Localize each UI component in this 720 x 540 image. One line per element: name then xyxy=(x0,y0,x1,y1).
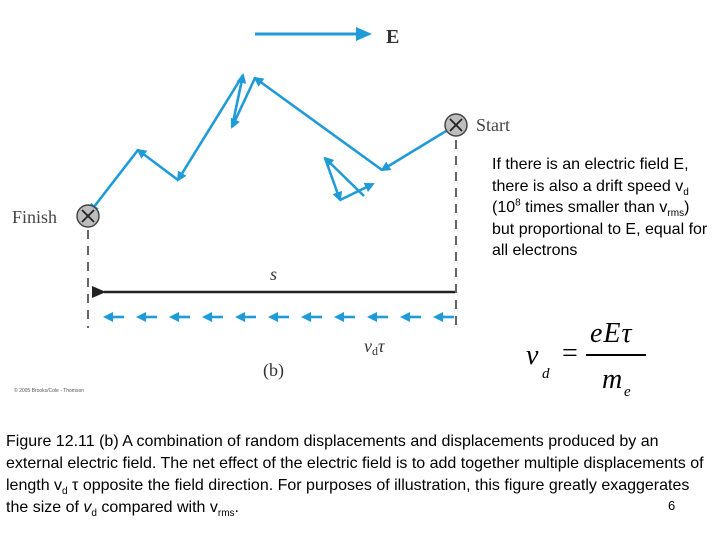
caption-sub-d: d xyxy=(62,486,68,498)
drift-arrow-head xyxy=(367,312,377,322)
drift-arrow-head xyxy=(136,312,146,322)
drift-arrow-head xyxy=(202,312,212,322)
vd-tau-label: vdτ xyxy=(364,336,385,358)
drift-velocity-formula xyxy=(524,312,664,402)
loop-path xyxy=(325,158,373,200)
note-text-4: ) but proportional to E, equal for all electrons xyxy=(492,199,708,259)
caption-text-2: τ opposite the field direction. For purposes of illustration, this figure greatly exaggerates the size of xyxy=(6,477,690,516)
drift-arrow-head xyxy=(169,312,179,322)
caption-vd: v xyxy=(83,499,92,516)
formula-numerator: eEτ xyxy=(590,318,633,349)
field-arrow xyxy=(255,27,372,41)
note-sup-8: 8 xyxy=(515,197,521,209)
drift-arrow-head xyxy=(268,312,278,322)
formula-equals: = xyxy=(562,338,578,369)
drift-arrow-head xyxy=(103,312,113,322)
drift-arrow-head xyxy=(400,312,410,322)
note-text-1: If there is an electric field E, there is also a drift speed v xyxy=(492,156,689,195)
caption-text-3: compared with v xyxy=(96,499,218,516)
note-sub-rms: rms xyxy=(667,208,685,220)
formula-denominator: m xyxy=(602,364,623,395)
drift-speed-note xyxy=(492,154,712,262)
drift-arrows xyxy=(103,312,454,322)
finish-marker xyxy=(77,205,99,227)
finish-label: Finish xyxy=(12,207,58,227)
formula-denominator-sub: e xyxy=(624,384,631,400)
copyright-text: © 2005 Brooks/Cole - Thomson xyxy=(14,388,85,394)
start-label: Start xyxy=(476,115,510,135)
note-text-2: (10 xyxy=(492,199,516,216)
drift-arrow-head xyxy=(433,312,443,322)
start-marker xyxy=(445,114,467,136)
s-label: s xyxy=(270,264,278,284)
formula-lhs: v xyxy=(526,340,539,371)
drift-arrow-head xyxy=(301,312,311,322)
field-label: E xyxy=(386,26,400,48)
random-walk-path xyxy=(90,75,456,212)
caption-text-4: . xyxy=(234,499,239,516)
caption-vd-sub: d xyxy=(91,508,97,520)
drift-arrow-head xyxy=(235,312,245,322)
formula-lhs-sub: d xyxy=(542,366,550,382)
note-sub-d: d xyxy=(683,186,689,198)
note-text-3: times smaller than v xyxy=(520,199,668,216)
panel-label: (b) xyxy=(263,360,284,380)
drift-arrow-head xyxy=(334,312,344,322)
caption-sub-rms: rms xyxy=(217,508,235,520)
caption-text-1: Figure 12.11 (b) A combination of random displacements and displacements produced by an external electric field. The net effect of the electric field is to add together multiple displacements of length v xyxy=(6,433,704,494)
figure-caption xyxy=(6,431,712,519)
fraction-bar xyxy=(586,354,646,356)
page-number: 6 xyxy=(668,498,676,513)
